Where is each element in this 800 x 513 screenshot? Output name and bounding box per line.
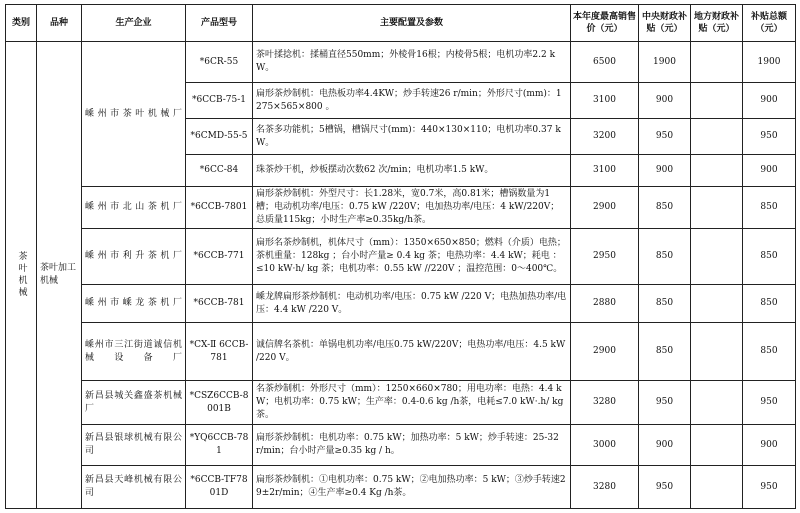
local-subsidy-cell xyxy=(691,187,743,229)
table-row xyxy=(6,42,796,83)
header-row xyxy=(6,5,796,42)
model-cell: *CX-Ⅱ 6CCB-781 xyxy=(186,323,253,381)
central-subsidy-cell: 950 xyxy=(639,466,691,509)
category-cell: 茶叶机械 xyxy=(6,42,37,509)
company-cell: 嵊州市嵊龙茶机厂 xyxy=(82,285,186,323)
model-cell: *6CR-55 xyxy=(186,42,253,83)
company-cell: 新昌县城关鑫盛茶机械厂 xyxy=(82,381,186,425)
price-cell: 3100 xyxy=(571,155,639,187)
table-row xyxy=(6,285,796,323)
company-cell: 嵊州市北山茶机厂 xyxy=(82,187,186,229)
model-cell: *6CCB-771 xyxy=(186,229,253,285)
local-subsidy-cell xyxy=(691,155,743,187)
table-row xyxy=(6,229,796,285)
table-row xyxy=(6,323,796,381)
header-max-price: 本年度最高销售价（元） xyxy=(571,5,639,42)
price-cell: 3000 xyxy=(571,425,639,466)
table-row xyxy=(6,187,796,229)
header-company: 生产企业 xyxy=(82,5,186,42)
central-subsidy-cell: 850 xyxy=(639,187,691,229)
model-cell: *YQ6CCB-781 xyxy=(186,425,253,466)
company-cell: 新昌县银球机械有限公司 xyxy=(82,425,186,466)
local-subsidy-cell xyxy=(691,285,743,323)
price-cell: 2900 xyxy=(571,323,639,381)
total-subsidy-cell: 850 xyxy=(743,187,796,229)
table-row xyxy=(6,466,796,509)
specs-cell: 珠茶炒干机，炒板摆动次数62 次/min；电机功率1.5 kW。 xyxy=(253,155,571,187)
specs-cell: 扁形茶炒制机：①电机功率：0.75 kW；②电加热功率：5 kW；③炒手转速29±2r/min；④生产率≥0.4 Kg /h茶。 xyxy=(253,466,571,509)
central-subsidy-cell: 850 xyxy=(639,285,691,323)
local-subsidy-cell xyxy=(691,119,743,155)
price-cell: 2880 xyxy=(571,285,639,323)
company-cell: 嵊州市三江街道诚信机械设备厂 xyxy=(82,323,186,381)
header-total-subsidy: 补贴总额（元） xyxy=(743,5,796,42)
table-row xyxy=(6,425,796,466)
price-cell: 2900 xyxy=(571,187,639,229)
price-cell: 3200 xyxy=(571,119,639,155)
company-cell: 新昌县天峰机械有限公司 xyxy=(82,466,186,509)
subsidy-table xyxy=(5,4,796,509)
model-cell: *6CCB-75-1 xyxy=(186,83,253,119)
specs-cell: 名茶炒制机：外形尺寸（mm）：1250×660×780；用电功率：电热：4.4 kW；电机功率：0.75 kW；生产率：0.4-0.6 kg /h茶，电耗≤7.0 kW·.h/ kg 茶。 xyxy=(253,381,571,425)
central-subsidy-cell: 900 xyxy=(639,155,691,187)
company-cell: 嵊州市茶叶机械厂 xyxy=(82,42,186,187)
central-subsidy-cell: 850 xyxy=(639,323,691,381)
specs-cell: 扁形茶炒制机：外型尺寸：长1.28米，宽0.7米，高0.81米；槽锅数量为1槽；电动机功率/电压：0.75 kW /220V；电加热功率/电压：4 kW/220V；总质量115kg；小时生产率≥0.35kg/h茶。 xyxy=(253,187,571,229)
specs-cell: 嵊龙牌扁形茶炒制机：电动机功率/电压：0.75 kW /220 V；电热加热功率/电压：4.4 kW /220 V。 xyxy=(253,285,571,323)
model-cell: *6CCB-7801 xyxy=(186,187,253,229)
model-cell: *6CCB-TF7801D xyxy=(186,466,253,509)
total-subsidy-cell: 900 xyxy=(743,83,796,119)
local-subsidy-cell xyxy=(691,381,743,425)
specs-cell: 茶叶揉捻机：揉桶直径550mm；外棱骨16根；内棱骨5根；电机功率2.2 kW。 xyxy=(253,42,571,83)
total-subsidy-cell: 850 xyxy=(743,229,796,285)
total-subsidy-cell: 850 xyxy=(743,323,796,381)
header-central-subsidy: 中央财政补贴（元） xyxy=(639,5,691,42)
local-subsidy-cell xyxy=(691,229,743,285)
specs-cell: 诚信牌名茶机：单锅电机功率/电压0.75 kW/220V；电热功率/电压：4.5 kW /220 V。 xyxy=(253,323,571,381)
model-cell: *CSZ6CCB-8001B xyxy=(186,381,253,425)
specs-cell: 名茶多功能机；5槽锅，槽锅尺寸(mm)：440×130×110；电机功率0.37 kW。 xyxy=(253,119,571,155)
central-subsidy-cell: 950 xyxy=(639,381,691,425)
variety-cell: 茶叶加工机械 xyxy=(37,42,82,509)
header-variety: 品种 xyxy=(37,5,82,42)
price-cell: 6500 xyxy=(571,42,639,83)
model-cell: *6CC-84 xyxy=(186,155,253,187)
specs-cell: 扁形茶炒制机：电热板功率4.4KW；炒手转速26 r/min；外形尺寸(mm)：1275×565×800 。 xyxy=(253,83,571,119)
model-cell: *6CMD-55-5 xyxy=(186,119,253,155)
header-local-subsidy: 地方财政补贴（元） xyxy=(691,5,743,42)
specs-cell: 扁形茶炒制机：电机功率：0.75 kW；加热功率：5 kW；炒手转速：25-32 r/min；台小时产量≥0.35 kg / h。 xyxy=(253,425,571,466)
price-cell: 3280 xyxy=(571,381,639,425)
price-cell: 2950 xyxy=(571,229,639,285)
specs-cell: 扁形名茶炒制机，机体尺寸（mm）：1350×650×850；燃料（介质）电热；茶机重量：128kg ；台小时产量≥ 0.4 kg 茶；电热功率：4.4 kW；耗电 ：≤10 kW·h/ kg 茶；电机功率：0.55 kW //220V ；温控范围：0～400℃。 xyxy=(253,229,571,285)
header-category: 类别 xyxy=(6,5,37,42)
central-subsidy-cell: 1900 xyxy=(639,42,691,83)
central-subsidy-cell: 900 xyxy=(639,425,691,466)
local-subsidy-cell xyxy=(691,323,743,381)
header-model: 产品型号 xyxy=(186,5,253,42)
local-subsidy-cell xyxy=(691,42,743,83)
total-subsidy-cell: 1900 xyxy=(743,42,796,83)
central-subsidy-cell: 850 xyxy=(639,229,691,285)
local-subsidy-cell xyxy=(691,83,743,119)
local-subsidy-cell xyxy=(691,466,743,509)
total-subsidy-cell: 850 xyxy=(743,285,796,323)
total-subsidy-cell: 900 xyxy=(743,155,796,187)
total-subsidy-cell: 950 xyxy=(743,381,796,425)
total-subsidy-cell: 950 xyxy=(743,466,796,509)
model-cell: *6CCB-781 xyxy=(186,285,253,323)
price-cell: 3100 xyxy=(571,83,639,119)
local-subsidy-cell xyxy=(691,425,743,466)
central-subsidy-cell: 950 xyxy=(639,119,691,155)
table-row xyxy=(6,381,796,425)
total-subsidy-cell: 900 xyxy=(743,425,796,466)
company-cell: 嵊州市利升茶机厂 xyxy=(82,229,186,285)
header-specs: 主要配置及参数 xyxy=(253,5,571,42)
central-subsidy-cell: 900 xyxy=(639,83,691,119)
price-cell: 3280 xyxy=(571,466,639,509)
total-subsidy-cell: 950 xyxy=(743,119,796,155)
